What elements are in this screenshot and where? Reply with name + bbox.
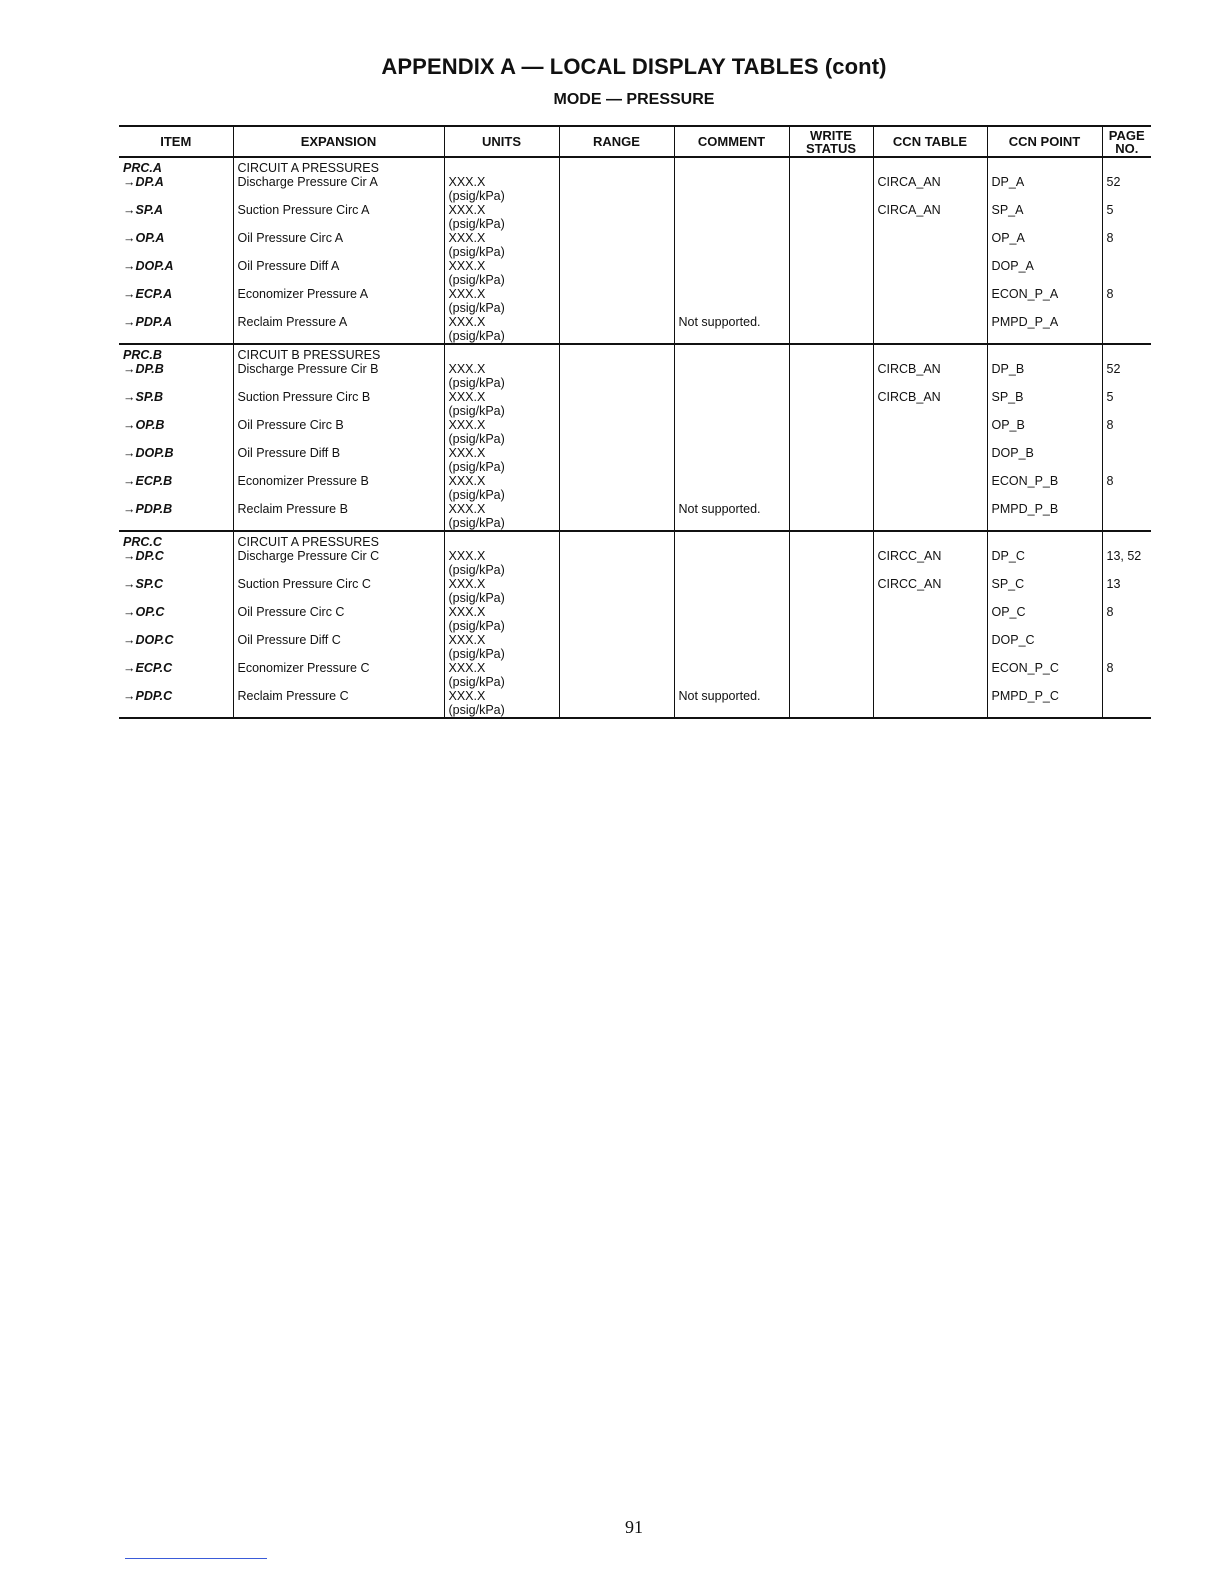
expansion-text: Discharge Pressure Cir C	[233, 549, 444, 577]
table-row	[119, 287, 1151, 315]
page-no-value: 52	[1102, 362, 1151, 390]
empty-cell	[789, 605, 873, 633]
empty-cell	[559, 418, 674, 446]
empty-cell	[789, 549, 873, 577]
group-item-code: PRC.B	[123, 348, 162, 362]
col-page-line2: NO.	[1115, 140, 1139, 156]
expansion-text: Suction Pressure Circ C	[233, 577, 444, 605]
page-no-value	[1102, 315, 1151, 344]
expansion-text: Economizer Pressure C	[233, 661, 444, 689]
item-code: →ECP.B	[123, 474, 173, 488]
page-no-value	[1102, 633, 1151, 661]
empty-cell	[789, 633, 873, 661]
table-row	[119, 661, 1151, 689]
page-no-value	[1102, 502, 1151, 531]
units-sub: (psig/kPa)	[448, 675, 505, 689]
table-row	[119, 577, 1151, 605]
page-no-value: 8	[1102, 231, 1151, 259]
col-ccn-point: CCN POINT	[987, 126, 1102, 157]
table-row	[119, 446, 1151, 474]
units-cell	[444, 549, 559, 577]
empty-cell	[873, 344, 987, 362]
comment-text	[674, 175, 789, 203]
page-no-value: 8	[1102, 474, 1151, 502]
comment-text	[674, 259, 789, 287]
units-sub: (psig/kPa)	[448, 301, 505, 315]
units-main: XXX.X	[448, 259, 486, 273]
empty-cell	[789, 315, 873, 344]
table-row	[119, 549, 1151, 577]
units-main: XXX.X	[448, 577, 486, 591]
group-header-row	[119, 344, 1151, 362]
comment-text	[674, 474, 789, 502]
ccn-table-value	[873, 231, 987, 259]
empty-cell	[559, 175, 674, 203]
table-row	[119, 605, 1151, 633]
page-no-value: 13	[1102, 577, 1151, 605]
empty-cell	[789, 344, 873, 362]
units-cell	[444, 390, 559, 418]
col-range: RANGE	[559, 126, 674, 157]
table-row	[119, 502, 1151, 531]
ccn-table-value: CIRCB_AN	[873, 390, 987, 418]
empty-cell	[1102, 531, 1151, 549]
empty-cell	[559, 259, 674, 287]
comment-text	[674, 203, 789, 231]
empty-cell	[559, 605, 674, 633]
table-row	[119, 203, 1151, 231]
page-no-value: 5	[1102, 203, 1151, 231]
empty-cell	[559, 446, 674, 474]
item-code: →DP.A	[123, 175, 164, 189]
empty-cell	[873, 531, 987, 549]
units-main: XXX.X	[448, 362, 486, 376]
units-main: XXX.X	[448, 418, 486, 432]
units-sub: (psig/kPa)	[448, 703, 505, 717]
empty-cell	[559, 577, 674, 605]
expansion-text: Reclaim Pressure A	[233, 315, 444, 344]
ccn-point-value: SP_C	[987, 577, 1102, 605]
page-no-value	[1102, 259, 1151, 287]
empty-cell	[789, 157, 873, 175]
empty-cell	[789, 661, 873, 689]
group-expansion: CIRCUIT A PRESSURES	[233, 531, 444, 549]
col-write-status	[789, 126, 873, 157]
local-display-table	[119, 125, 1151, 719]
comment-text	[674, 633, 789, 661]
item-code: →DP.B	[123, 362, 164, 376]
empty-cell	[559, 661, 674, 689]
ccn-point-value: DP_B	[987, 362, 1102, 390]
empty-cell	[559, 502, 674, 531]
units-cell	[444, 418, 559, 446]
units-main: XXX.X	[448, 390, 486, 404]
units-cell	[444, 661, 559, 689]
comment-text	[674, 661, 789, 689]
expansion-text: Economizer Pressure B	[233, 474, 444, 502]
col-write-status-line2: STATUS	[805, 140, 857, 156]
ccn-point-value: DOP_C	[987, 633, 1102, 661]
empty-cell	[559, 203, 674, 231]
units-main: XXX.X	[448, 605, 486, 619]
table-row	[119, 418, 1151, 446]
units-sub: (psig/kPa)	[448, 516, 505, 530]
units-sub: (psig/kPa)	[448, 273, 505, 287]
ccn-point-value: DP_C	[987, 549, 1102, 577]
units-cell	[444, 287, 559, 315]
page-no-value: 5	[1102, 390, 1151, 418]
units-sub: (psig/kPa)	[448, 376, 505, 390]
empty-cell	[789, 259, 873, 287]
ccn-point-value: SP_A	[987, 203, 1102, 231]
empty-cell	[559, 344, 674, 362]
page-number: 91	[625, 1517, 643, 1537]
empty-cell	[789, 175, 873, 203]
expansion-text: Reclaim Pressure C	[233, 689, 444, 718]
page-title: APPENDIX A — LOCAL DISPLAY TABLES (cont)	[381, 54, 887, 79]
empty-cell	[559, 287, 674, 315]
units-sub: (psig/kPa)	[448, 432, 505, 446]
ccn-table-value	[873, 605, 987, 633]
page-no-value: 52	[1102, 175, 1151, 203]
ccn-table-value	[873, 259, 987, 287]
group-expansion: CIRCUIT B PRESSURES	[233, 344, 444, 362]
ccn-point-value: OP_A	[987, 231, 1102, 259]
item-code: →ECP.A	[123, 287, 173, 301]
comment-text	[674, 418, 789, 446]
empty-cell	[444, 344, 559, 362]
empty-cell	[789, 689, 873, 718]
units-cell	[444, 231, 559, 259]
comment-text	[674, 549, 789, 577]
units-sub: (psig/kPa)	[448, 245, 505, 259]
col-comment: COMMENT	[674, 126, 789, 157]
empty-cell	[559, 689, 674, 718]
ccn-point-value: OP_C	[987, 605, 1102, 633]
empty-cell	[1102, 157, 1151, 175]
units-main: XXX.X	[448, 661, 486, 675]
ccn-table-value	[873, 661, 987, 689]
group-expansion: CIRCUIT A PRESSURES	[233, 157, 444, 175]
empty-cell	[789, 502, 873, 531]
col-item: ITEM	[119, 126, 233, 157]
units-sub: (psig/kPa)	[448, 217, 505, 231]
expansion-text: Suction Pressure Circ B	[233, 390, 444, 418]
units-main: XXX.X	[448, 633, 486, 647]
expansion-text: Suction Pressure Circ A	[233, 203, 444, 231]
footer-rule	[125, 1558, 267, 1559]
ccn-table-value	[873, 287, 987, 315]
empty-cell	[444, 531, 559, 549]
item-code: →DOP.A	[123, 259, 174, 273]
item-code: →SP.C	[123, 577, 164, 591]
item-code: →DOP.C	[123, 633, 174, 647]
units-main: XXX.X	[448, 689, 486, 703]
page-no-value: 8	[1102, 287, 1151, 315]
units-main: XXX.X	[448, 175, 486, 189]
item-code: →SP.A	[123, 203, 164, 217]
empty-cell	[559, 474, 674, 502]
ccn-point-value: ECON_P_A	[987, 287, 1102, 315]
item-code: →OP.B	[123, 418, 165, 432]
item-code: →ECP.C	[123, 661, 173, 675]
expansion-text: Oil Pressure Diff C	[233, 633, 444, 661]
ccn-point-value: PMPD_P_C	[987, 689, 1102, 718]
empty-cell	[789, 418, 873, 446]
units-cell	[444, 362, 559, 390]
item-code: →PDP.A	[119, 315, 233, 344]
empty-cell	[789, 531, 873, 549]
empty-cell	[789, 362, 873, 390]
expansion-text: Oil Pressure Diff A	[233, 259, 444, 287]
item-code: →OP.A	[123, 231, 165, 245]
empty-cell	[789, 287, 873, 315]
expansion-text: Discharge Pressure Cir A	[233, 175, 444, 203]
page-no-value: 8	[1102, 661, 1151, 689]
empty-cell	[559, 549, 674, 577]
empty-cell	[789, 446, 873, 474]
units-main: XXX.X	[448, 231, 486, 245]
units-cell	[444, 446, 559, 474]
group-header-row	[119, 531, 1151, 549]
ccn-point-value: PMPD_P_B	[987, 502, 1102, 531]
comment-text	[674, 577, 789, 605]
expansion-text: Reclaim Pressure B	[233, 502, 444, 531]
ccn-point-value: SP_B	[987, 390, 1102, 418]
item-code: →OP.C	[123, 605, 165, 619]
units-main: XXX.X	[448, 474, 486, 488]
group-item-code: PRC.A	[123, 161, 162, 175]
expansion-text: Economizer Pressure A	[233, 287, 444, 315]
units-cell	[444, 175, 559, 203]
page-no-value: 8	[1102, 605, 1151, 633]
empty-cell	[559, 362, 674, 390]
col-ccn-table: CCN TABLE	[873, 126, 987, 157]
table-row	[119, 474, 1151, 502]
units-main: XXX.X	[448, 502, 486, 516]
units-sub: (psig/kPa)	[448, 591, 505, 605]
ccn-table-value	[873, 418, 987, 446]
units-sub: (psig/kPa)	[448, 647, 505, 661]
units-cell	[444, 689, 559, 718]
empty-cell	[559, 315, 674, 344]
empty-cell	[559, 531, 674, 549]
comment-text	[674, 446, 789, 474]
table-header-row	[119, 126, 1151, 157]
ccn-point-value: PMPD_P_A	[987, 315, 1102, 344]
ccn-table-value: CIRCA_AN	[873, 203, 987, 231]
ccn-table-value	[873, 633, 987, 661]
comment-text	[674, 231, 789, 259]
units-cell	[444, 502, 559, 531]
col-page-no	[1102, 126, 1151, 157]
empty-cell	[674, 531, 789, 549]
expansion-text: Oil Pressure Diff B	[233, 446, 444, 474]
item-code: →DP.C	[123, 549, 164, 563]
empty-cell	[559, 231, 674, 259]
empty-cell	[789, 474, 873, 502]
ccn-point-value: ECON_P_C	[987, 661, 1102, 689]
units-sub: (psig/kPa)	[448, 329, 505, 343]
units-cell	[444, 474, 559, 502]
units-main: XXX.X	[448, 287, 486, 301]
comment-text	[674, 390, 789, 418]
comment-text: Not supported.	[674, 502, 789, 531]
table-row	[119, 689, 1151, 718]
units-main: XXX.X	[448, 203, 486, 217]
table-body	[119, 157, 1151, 718]
comment-text	[674, 362, 789, 390]
col-expansion: EXPANSION	[233, 126, 444, 157]
ccn-table-value: CIRCC_AN	[873, 549, 987, 577]
item-code: →DOP.B	[123, 446, 174, 460]
empty-cell	[674, 344, 789, 362]
units-sub: (psig/kPa)	[448, 563, 505, 577]
item-code: →PDP.B	[119, 502, 233, 531]
empty-cell	[987, 531, 1102, 549]
units-sub: (psig/kPa)	[448, 460, 505, 474]
empty-cell	[1102, 344, 1151, 362]
item-code: →PDP.C	[119, 689, 233, 718]
empty-cell	[789, 390, 873, 418]
empty-cell	[559, 390, 674, 418]
expansion-text: Oil Pressure Circ A	[233, 231, 444, 259]
page-no-value	[1102, 689, 1151, 718]
table-row	[119, 362, 1151, 390]
ccn-table-value	[873, 502, 987, 531]
units-cell	[444, 315, 559, 344]
expansion-text: Oil Pressure Circ B	[233, 418, 444, 446]
empty-cell	[559, 157, 674, 175]
empty-cell	[987, 157, 1102, 175]
empty-cell	[444, 157, 559, 175]
ccn-table-value	[873, 315, 987, 344]
page-no-value: 13, 52	[1102, 549, 1151, 577]
units-sub: (psig/kPa)	[448, 404, 505, 418]
units-main: XXX.X	[448, 446, 486, 460]
units-main: XXX.X	[448, 315, 486, 329]
empty-cell	[559, 633, 674, 661]
units-cell	[444, 259, 559, 287]
ccn-point-value: OP_B	[987, 418, 1102, 446]
page-subtitle: MODE — PRESSURE	[553, 91, 715, 108]
table-row	[119, 231, 1151, 259]
units-cell	[444, 203, 559, 231]
empty-cell	[873, 157, 987, 175]
col-page-line1: PAGE	[1108, 127, 1145, 143]
table-row	[119, 315, 1151, 344]
table-row	[119, 259, 1151, 287]
units-main: XXX.X	[448, 549, 486, 563]
units-sub: (psig/kPa)	[448, 189, 505, 203]
comment-text	[674, 605, 789, 633]
ccn-point-value: ECON_P_B	[987, 474, 1102, 502]
empty-cell	[789, 231, 873, 259]
comment-text	[674, 287, 789, 315]
ccn-point-value: DP_A	[987, 175, 1102, 203]
ccn-point-value: DOP_A	[987, 259, 1102, 287]
item-code: →SP.B	[123, 390, 164, 404]
ccn-table-value: CIRCA_AN	[873, 175, 987, 203]
comment-text: Not supported.	[674, 315, 789, 344]
group-header-row	[119, 157, 1151, 175]
page-no-value	[1102, 446, 1151, 474]
ccn-table-value	[873, 474, 987, 502]
ccn-point-value: DOP_B	[987, 446, 1102, 474]
units-sub: (psig/kPa)	[448, 619, 505, 633]
units-cell	[444, 577, 559, 605]
ccn-table-value: CIRCB_AN	[873, 362, 987, 390]
group-item-code: PRC.C	[123, 535, 162, 549]
units-sub: (psig/kPa)	[448, 488, 505, 502]
empty-cell	[674, 157, 789, 175]
empty-cell	[789, 203, 873, 231]
expansion-text: Discharge Pressure Cir B	[233, 362, 444, 390]
page-no-value: 8	[1102, 418, 1151, 446]
col-write-status-line1: WRITE	[810, 127, 852, 143]
units-cell	[444, 605, 559, 633]
ccn-table-value	[873, 689, 987, 718]
table-row	[119, 633, 1151, 661]
table-row	[119, 390, 1151, 418]
units-cell	[444, 633, 559, 661]
col-units: UNITS	[444, 126, 559, 157]
comment-text: Not supported.	[674, 689, 789, 718]
ccn-table-value	[873, 446, 987, 474]
table-row	[119, 175, 1151, 203]
empty-cell	[789, 577, 873, 605]
ccn-table-value: CIRCC_AN	[873, 577, 987, 605]
empty-cell	[987, 344, 1102, 362]
expansion-text: Oil Pressure Circ C	[233, 605, 444, 633]
